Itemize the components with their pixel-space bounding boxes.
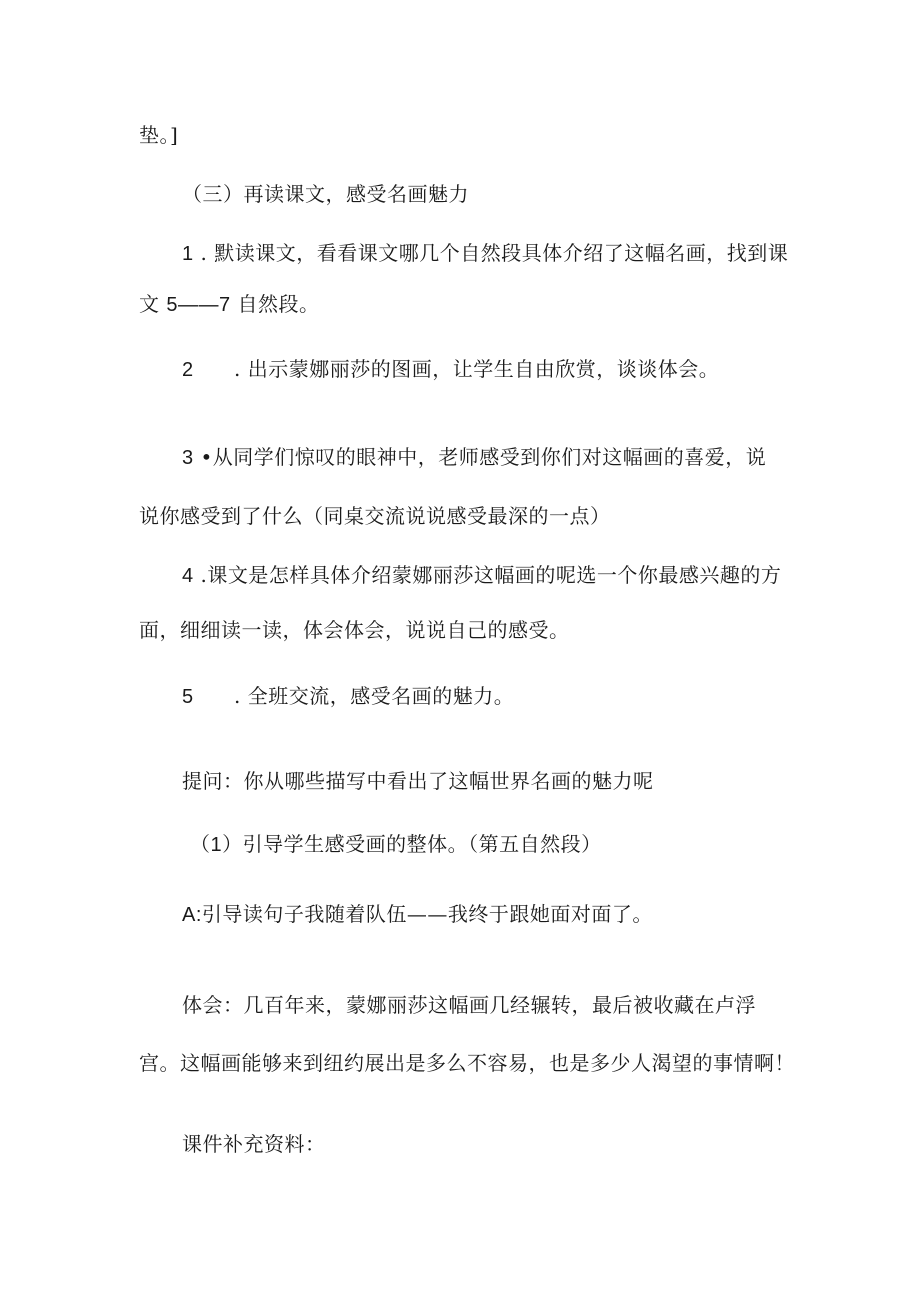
text-segment: 文 bbox=[139, 292, 167, 316]
text-segment: 垫。] bbox=[139, 123, 179, 147]
list-item-3-line-2 bbox=[139, 502, 611, 530]
question-line bbox=[182, 767, 654, 795]
section-heading bbox=[182, 180, 469, 208]
text-segment: 提问：你从哪些描写中看出了这幅世界名画的魅力呢 bbox=[182, 769, 654, 793]
reflection-line-1 bbox=[182, 991, 756, 1019]
list-number: 2 bbox=[182, 359, 194, 381]
text-segment: •从同学们惊叹的眼神中，老师感受到你们对这幅画的喜爱，说 bbox=[193, 445, 767, 469]
text-segment: . 默读课文，看看课文哪几个自然段具体介绍了这幅名画，找到课 bbox=[193, 241, 789, 265]
list-number: 3 bbox=[182, 447, 194, 469]
list-item-2 bbox=[182, 355, 719, 384]
list-number: 1 bbox=[182, 243, 194, 265]
text-segment: 宫。这幅画能够来到纽约展出是多么不容易，也是多少人渴望的事情啊！ bbox=[139, 1051, 795, 1075]
list-item-3-line-1 bbox=[182, 443, 766, 472]
text-segment: 说你感受到了什么（同桌交流说说感受最深的一点） bbox=[139, 504, 611, 528]
section-heading-text: （三）再读课文，感受名画魅力 bbox=[182, 182, 469, 206]
list-item-5 bbox=[182, 682, 514, 711]
paragraph-range: 5——7 bbox=[166, 294, 231, 316]
supplementary-heading bbox=[182, 1130, 326, 1158]
list-item-1-line-2 bbox=[139, 290, 319, 319]
text-segment: 引导读句子我随着队伍——我终于跟她面对面了。 bbox=[201, 902, 653, 926]
text-segment: （ bbox=[190, 832, 211, 856]
list-number: 4 bbox=[182, 565, 194, 587]
text-segment: 课件补充资料： bbox=[182, 1132, 326, 1156]
list-item-1-line-1 bbox=[182, 239, 788, 268]
list-item-4-line-2 bbox=[139, 616, 570, 644]
text-segment: 体会：几百年来，蒙娜丽莎这幅画几经辗转，最后被收藏在卢浮 bbox=[182, 993, 756, 1017]
text-segment: . 全班交流，感受名画的魅力。 bbox=[234, 684, 515, 708]
list-number: 5 bbox=[182, 686, 194, 708]
sub-item-number: 1 bbox=[210, 834, 223, 856]
item-label: A: bbox=[182, 904, 202, 926]
list-item-4-line-1 bbox=[182, 561, 781, 590]
reflection-line-2 bbox=[139, 1049, 795, 1077]
text-segment: ）引导学生感受画的整体。（第五自然段） bbox=[222, 832, 602, 856]
sub-item-1 bbox=[190, 830, 602, 859]
text-segment: 面，细细读一读，体会体会，说说自己的感受。 bbox=[139, 618, 570, 642]
text-segment: .课文是怎样具体介绍蒙娜丽莎这幅画的呢选一个你最感兴趣的方 bbox=[193, 563, 782, 587]
guided-reading-line bbox=[182, 900, 653, 929]
text-segment: 自然段。 bbox=[230, 292, 320, 316]
text-segment: . 出示蒙娜丽莎的图画，让学生自由欣赏，谈谈体会。 bbox=[234, 357, 720, 381]
text-line-1 bbox=[139, 121, 178, 149]
